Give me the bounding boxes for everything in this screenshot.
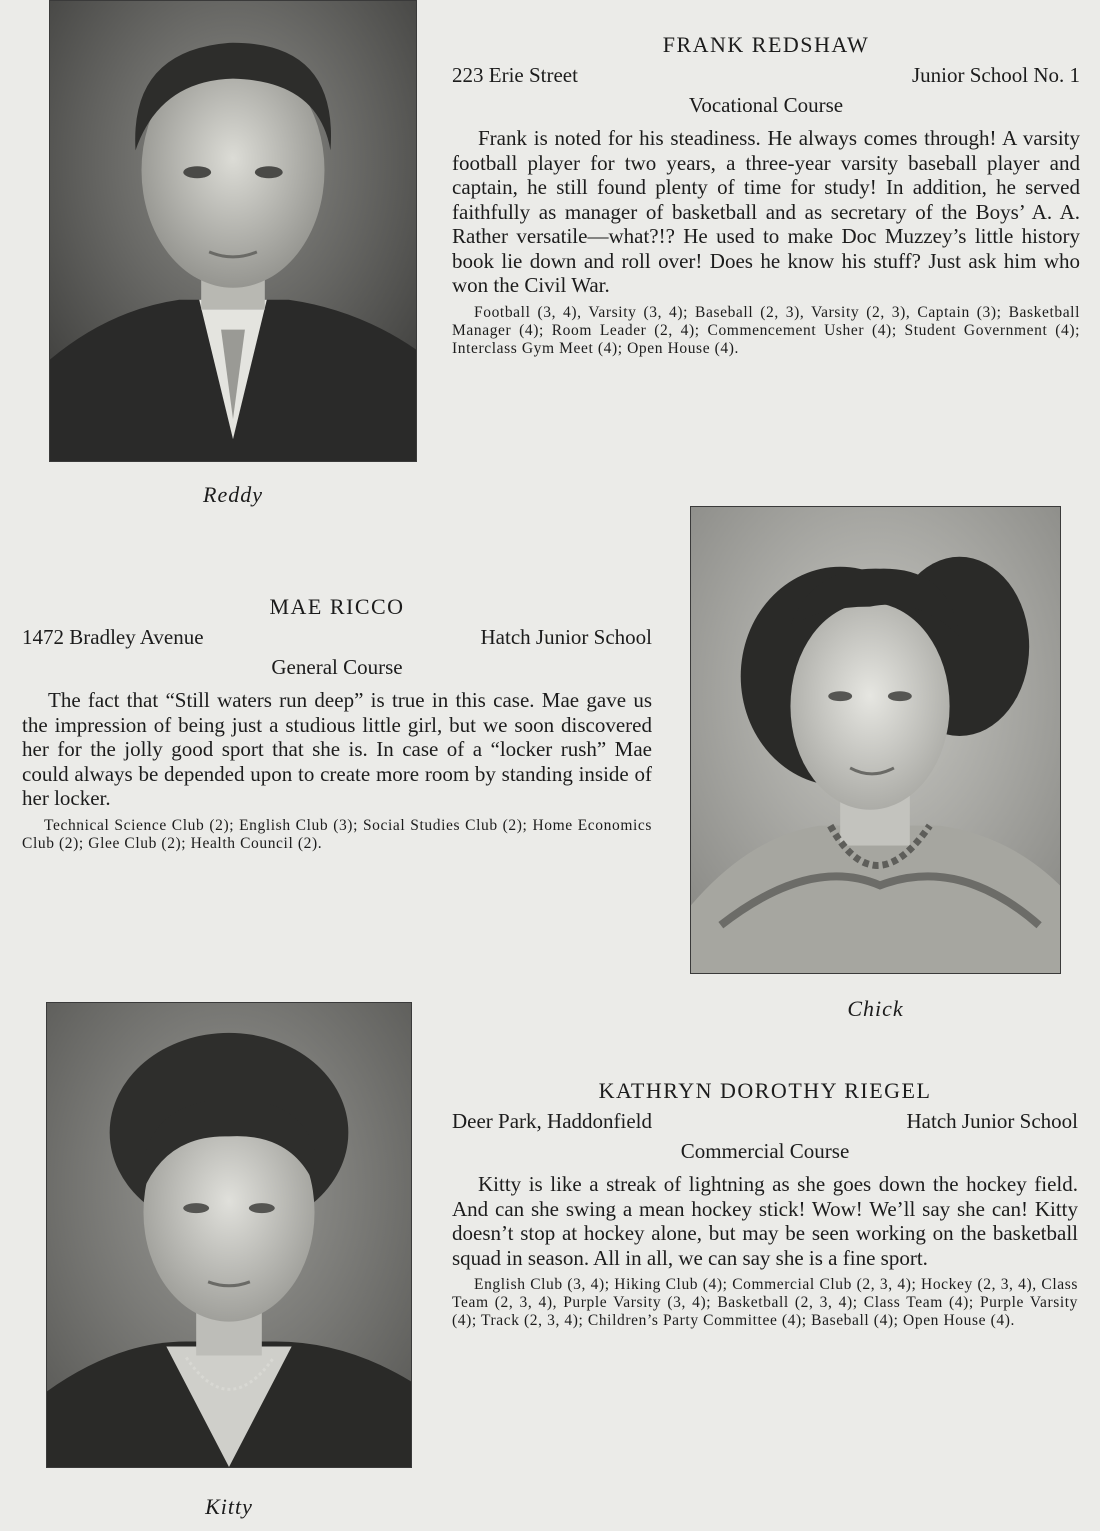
address-row (452, 60, 1080, 90)
course-name: General Course (271, 655, 403, 679)
junior-school: Hatch Junior School (480, 625, 652, 649)
biography: Kitty is like a streak of lightning as she goes down the hockey field. And can she swing a mean hockey stick! Wow! We’ll say she can! Kitty doesn’t stop at hockey alone, but may be seen working on the basketball squad in season. All in all, we can say she is a fine sport. (452, 1172, 1078, 1270)
student-name: FRANK REDSHAW (662, 32, 870, 57)
student-entry-mae (22, 592, 652, 853)
biography: Frank is noted for his steadiness. He always comes through! A varsity football player for two years, a three-year varsity baseball player and captain, he still found plenty of time for study! In addition, he served faithfully as manager of basketball and as secretary of the Boys’ A. A. Rather versatile—what?!? He used to make Doc Muzzey’s little history book lie down and roll over! Does he know his stuff? Just ask him who won the Civil War. (452, 126, 1080, 297)
junior-school: Junior School No. 1 (912, 63, 1080, 87)
nickname-frank: Reddy (203, 482, 263, 507)
course-name: Commercial Course (680, 1139, 850, 1163)
address-row (22, 622, 652, 652)
street-address: Deer Park, Haddonfield (452, 1109, 653, 1133)
portrait-photo-mae (690, 506, 1061, 974)
street-address: 1472 Bradley Avenue (22, 625, 204, 649)
address-row (452, 1106, 1078, 1136)
student-entry-frank (452, 30, 1080, 358)
portrait-photo-frank (49, 0, 417, 462)
nickname-kathryn: Kitty (205, 1494, 253, 1519)
activities-list: English Club (3, 4); Hiking Club (4); Commercial Club (2, 3, 4); Hockey (2, 3, 4), Class Team (2, 3, 4), Purple Varsity (3, 4); Basketball (2, 3, 4); Class Team (4); Purple Varsity (4); Track (2, 3, 4); Children’s Party Committee (4); Baseball (4); Open House (4). (452, 1276, 1078, 1329)
junior-school: Hatch Junior School (906, 1109, 1078, 1133)
course-name: Vocational Course (688, 93, 844, 117)
biography: The fact that “Still waters run deep” is true in this case. Mae gave us the impression of being just a studious little girl, but we soon discovered her for the jolly good sport that she is. In case of a “locker rush” Mae could always be depended upon to create more room by standing inside of her locker. (22, 688, 652, 810)
activities-list: Technical Science Club (2); English Club (3); Social Studies Club (2); Home Economics Club (2); Glee Club (2); Health Council (2). (22, 816, 652, 852)
student-name: MAE RICCO (269, 594, 405, 619)
student-name: KATHRYN DOROTHY RIEGEL (598, 1078, 932, 1103)
portrait-photo-kathryn (46, 1002, 412, 1468)
student-entry-kathryn (452, 1076, 1078, 1330)
activities-list: Football (3, 4), Varsity (3, 4); Baseball (2, 3), Varsity (2, 3), Captain (3); Basketball Manager (4); Room Leader (2, 4); Commencement Usher (4); Student Government (4); Interclass Gym Meet (4); Open House (4). (452, 303, 1080, 357)
nickname-mae: Chick (847, 996, 904, 1021)
street-address: 223 Erie Street (452, 63, 578, 87)
